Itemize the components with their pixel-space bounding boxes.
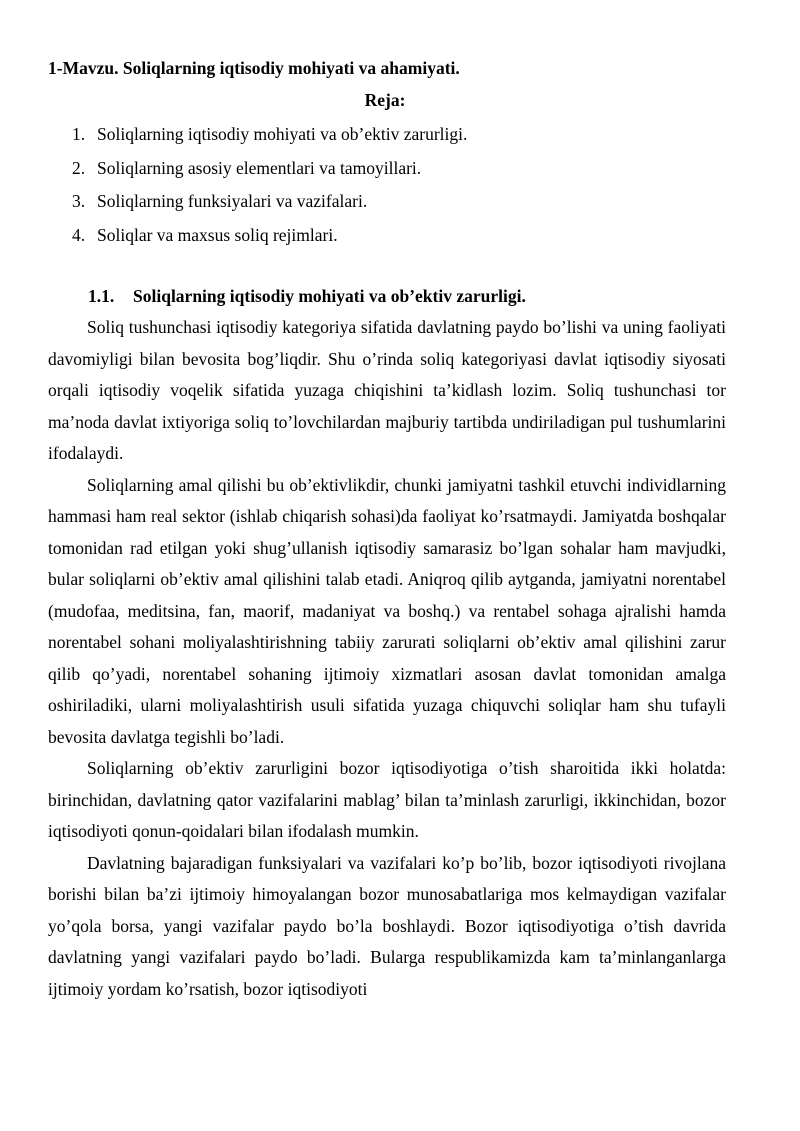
plan-item xyxy=(72,157,467,191)
plan-item-number: 2. xyxy=(72,157,86,178)
plan-list xyxy=(72,123,467,257)
plan-item xyxy=(72,190,467,224)
section-title: Soliqlarning iqtisodiy mohiyati va ob’ektiv zarurligi. xyxy=(133,286,526,306)
plan-heading: Reja: xyxy=(364,90,406,110)
plan-item-text: Soliqlarning asosiy elementlari va tamoyillari. xyxy=(97,157,422,178)
paragraph: Soliq tushunchasi iqtisodiy kategoriya sifatida davlatning paydo bo’lishi va uning faoliyati davomiyligi bilan bevosita bog’liqdir. Shu o’rinda soliq kategoriyasi davlat iqtisodiy siyosati orqali iqtisodiy voqelik sifatida yuzaga chiqishini ta’kidlash lozim. Soliq tushunchasi tor ma’noda davlat ixtiyoriga soliq to’lovchilardan majburiy tartibda undiriladigan pul tushumlarini ifodalaydi. xyxy=(48,317,726,463)
body-text xyxy=(48,312,726,1005)
section-number: 1.1. xyxy=(88,286,115,306)
plan-item-text: Soliqlarning funksiyalari va vazifalari. xyxy=(97,191,368,211)
plan-item-text: Soliqlarning iqtisodiy mohiyati va ob’ektiv zarurligi. xyxy=(97,124,468,144)
plan-item-number: 3. xyxy=(72,191,86,211)
plan-item xyxy=(72,123,467,157)
section-heading xyxy=(88,285,526,307)
plan-item-number: 4. xyxy=(72,224,86,245)
plan-item xyxy=(72,224,467,258)
plan-item-text: Soliqlar va maxsus soliq rejimlari. xyxy=(97,224,338,245)
paragraph: Davlatning bajaradigan funksiyalari va vazifalari ko’p bo’lib, bozor iqtisodiyoti rivojlana borishi bilan ba’zi ijtimoiy himoyalangan bozor munosabatlariga mos kelmaydigan vazifalar yo’qola borsa, yangi vazifalar paydo bo’la boshlaydi. Bozor iqtisodiyotiga o’tish davrida davlatning yangi vazifalari paydo bo’ladi. Bularga respublikamizda kam ta’minlanganlarga ijtimoiy yordam ko’rsatish, bozor iqtisodiyoti xyxy=(48,852,726,999)
plan-item-number: 1. xyxy=(72,124,86,144)
paragraph: Soliqlarning amal qilishi bu ob’ektivlikdir, chunki jamiyatni tashkil etuvchi individlarning hammasi ham real sektor (ishlab chiqarish sohasi)da faoliyat ko’rsatmaydi. Jamiyatda boshqalar tomonidan rad etilgan yoki shug’ullanish iqtisodiy samarasiz bo’lgan sohalar ham mavjudki, bular soliqlarni ob’ektiv amal qilishini talab etadi. Aniqroq qilib aytganda, jamiyatni norentabel (mudofaa, meditsina, fan, maorif, madaniyat va boshq.) va rentabel sohaga ajralishi hamda norentabel sohani moliyalashtirishning tabiiy zarurati soliqlarni ob’ektiv amal qilishini zarur qilib qo’yadi, norentabel sohaning ijtimoiy xizmatlari asosan davlat tomonidan amalga oshiriladiki, ularni moliyalashtirish usuli sifatida yuzaga chiquvchi soliqlar ham shu tufayli bevosita davlatga tegishli bo’ladi. xyxy=(48,474,726,747)
document-title: 1-Mavzu. Soliqlarning iqtisodiy mohiyati va ahamiyati. xyxy=(48,58,460,78)
paragraph: Soliqlarning ob’ektiv zarurligini bozor iqtisodiyotiga o’tish sharoitida ikki holatda: birinchidan, davlatning qator vazifalarini mablag’ bilan ta’minlash zarurligi, ikkinchidan, bozor iqtisodiyoti qonun-qoidalari bilan ifodalash mumkin. xyxy=(48,758,726,841)
